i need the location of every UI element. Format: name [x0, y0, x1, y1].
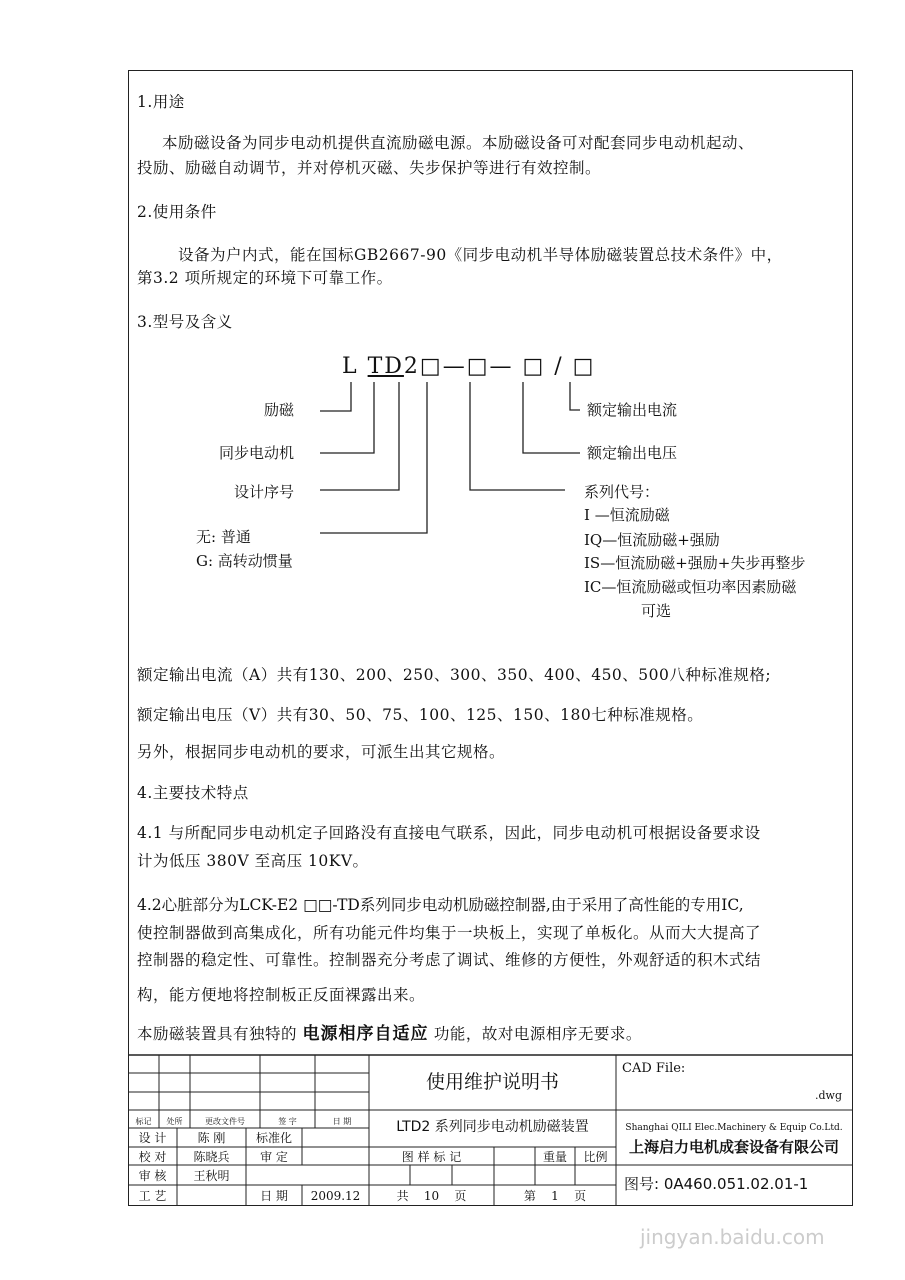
label-review: 审 核 — [138, 1169, 167, 1183]
paragraph: 4.2心脏部分为LCK-E2 □□-TD系列同步电动机励磁控制器,由于采用了高性能的专用IC, — [137, 896, 744, 914]
label-date: 日 期 — [260, 1189, 288, 1203]
text: 本励磁装置具有独特的 — [137, 1025, 298, 1043]
label-standardization: 标准化 — [255, 1131, 292, 1145]
checker-name: 陈晓兵 — [193, 1150, 230, 1164]
total-pages: 共 10 页 — [396, 1189, 467, 1203]
paragraph: 投励、励磁自动调节，并对停机灭磁、失步保护等进行有效控制。 — [137, 159, 602, 177]
series-iq: IQ—恒流励磁+强励 — [584, 531, 720, 549]
page-number: 第 1 页 — [523, 1189, 587, 1203]
designer-name: 陈 刚 — [197, 1131, 226, 1145]
label-normal: 无: 普通 — [196, 528, 251, 546]
series-optional: 可选 — [641, 602, 672, 620]
watermark: jingyan.baidu.com — [640, 1225, 825, 1249]
label-drawing-mark: 图 样 标 记 — [401, 1150, 462, 1164]
label-series-code: 系列代号： — [584, 483, 660, 501]
label-approve: 审 定 — [260, 1150, 288, 1164]
paragraph: 第3.2 项所规定的环境下可靠工作。 — [137, 269, 393, 287]
section-3-heading: 3.型号及含义 — [137, 313, 233, 331]
label-rated-voltage: 额定输出电压 — [587, 444, 678, 462]
hdr-date: 日 期 — [332, 1117, 352, 1126]
paragraph: 控制器的稳定性、可靠性。控制器充分考虑了调试、维修的方便性，外观舒适的积木式结 — [137, 951, 762, 969]
highlight-text: 电源相序自适应 — [302, 1024, 429, 1044]
hdr-sign: 签 字 — [278, 1117, 297, 1126]
paragraph: 额定输出电压（V）共有30、50、75、100、125、150、180七种标准规格。 — [137, 706, 704, 724]
reviewer-name: 王秋明 — [193, 1169, 230, 1183]
paragraph: 另外，根据同步电动机的要求，可派生出其它规格。 — [137, 743, 506, 761]
paragraph: 额定输出电流（A）共有130、200、250、300、350、400、450、500八种标准规格; — [137, 666, 772, 684]
label-check: 校 对 — [138, 1150, 167, 1164]
drawing-number: 图号: 0A460.051.02.01-1 — [624, 1175, 809, 1193]
label-excitation: 励磁 — [264, 401, 295, 419]
document-title: 使用维护说明书 — [425, 1071, 559, 1093]
company-chinese: 上海启力电机成套设备有限公司 — [628, 1138, 839, 1156]
text: 功能，故对电源相序无要求。 — [433, 1025, 642, 1043]
section-4-heading: 4.主要技术特点 — [137, 784, 249, 802]
cad-file-label: CAD File: — [622, 1061, 686, 1076]
label-weight: 重量 — [542, 1150, 567, 1164]
series-is: IS—恒流励磁+强励+失步再整步 — [584, 554, 806, 572]
company-english: Shanghai QILI Elec.Machinery & Equip Co.Ltd. — [625, 1123, 843, 1133]
series-i: I —恒流励磁 — [584, 506, 670, 524]
label-design: 设 计 — [138, 1131, 167, 1145]
label-scale: 比例 — [583, 1150, 608, 1164]
paragraph: 设备为户内式，能在国标GB2667-90《同步电动机半导体励磁装置总技术条件》中， — [178, 246, 783, 264]
hdr-change-doc: 更改文件号 — [205, 1117, 245, 1126]
paragraph: 使控制器做到高集成化，所有功能元件均集于一块板上，实现了单板化。从而大大提高了 — [137, 924, 762, 942]
paragraph: 本励磁设备为同步电动机提供直流励磁电源。本励磁设备可对配套同步电动机起动、 — [162, 134, 755, 152]
label-craft: 工 艺 — [138, 1189, 167, 1203]
section-2-heading: 2.使用条件 — [137, 203, 217, 221]
hdr-place: 处所 — [166, 1117, 183, 1126]
paragraph: 4.1 与所配同步电动机定子回路没有直接电气联系，因此，同步电动机可根据设备要求设 — [137, 824, 761, 842]
paragraph: 构，能方便地将控制板正反面裸露出来。 — [137, 986, 426, 1004]
code-td: TD — [367, 354, 404, 379]
dwg-label: .dwg — [815, 1089, 842, 1102]
code-rest: 2□—□— □ / □ — [403, 354, 596, 379]
hdr-mark: 标记 — [135, 1117, 152, 1126]
series-ic: IC—恒流励磁或恒功率因素励磁 — [584, 578, 797, 596]
paragraph: 计为低压 380V 至高压 10KV。 — [137, 852, 369, 870]
label-high-inertia: G: 高转动惯量 — [196, 552, 293, 570]
label-rated-current: 额定输出电流 — [587, 401, 678, 419]
code-l: L — [342, 354, 359, 379]
label-sync-motor: 同步电动机 — [219, 444, 295, 462]
date-value: 2009.12 — [310, 1189, 361, 1203]
label-design-no: 设计序号 — [234, 483, 295, 501]
product-name: LTD2 系列同步电动机励磁装置 — [396, 1119, 589, 1135]
section-1-heading: 1.用途 — [137, 93, 185, 111]
